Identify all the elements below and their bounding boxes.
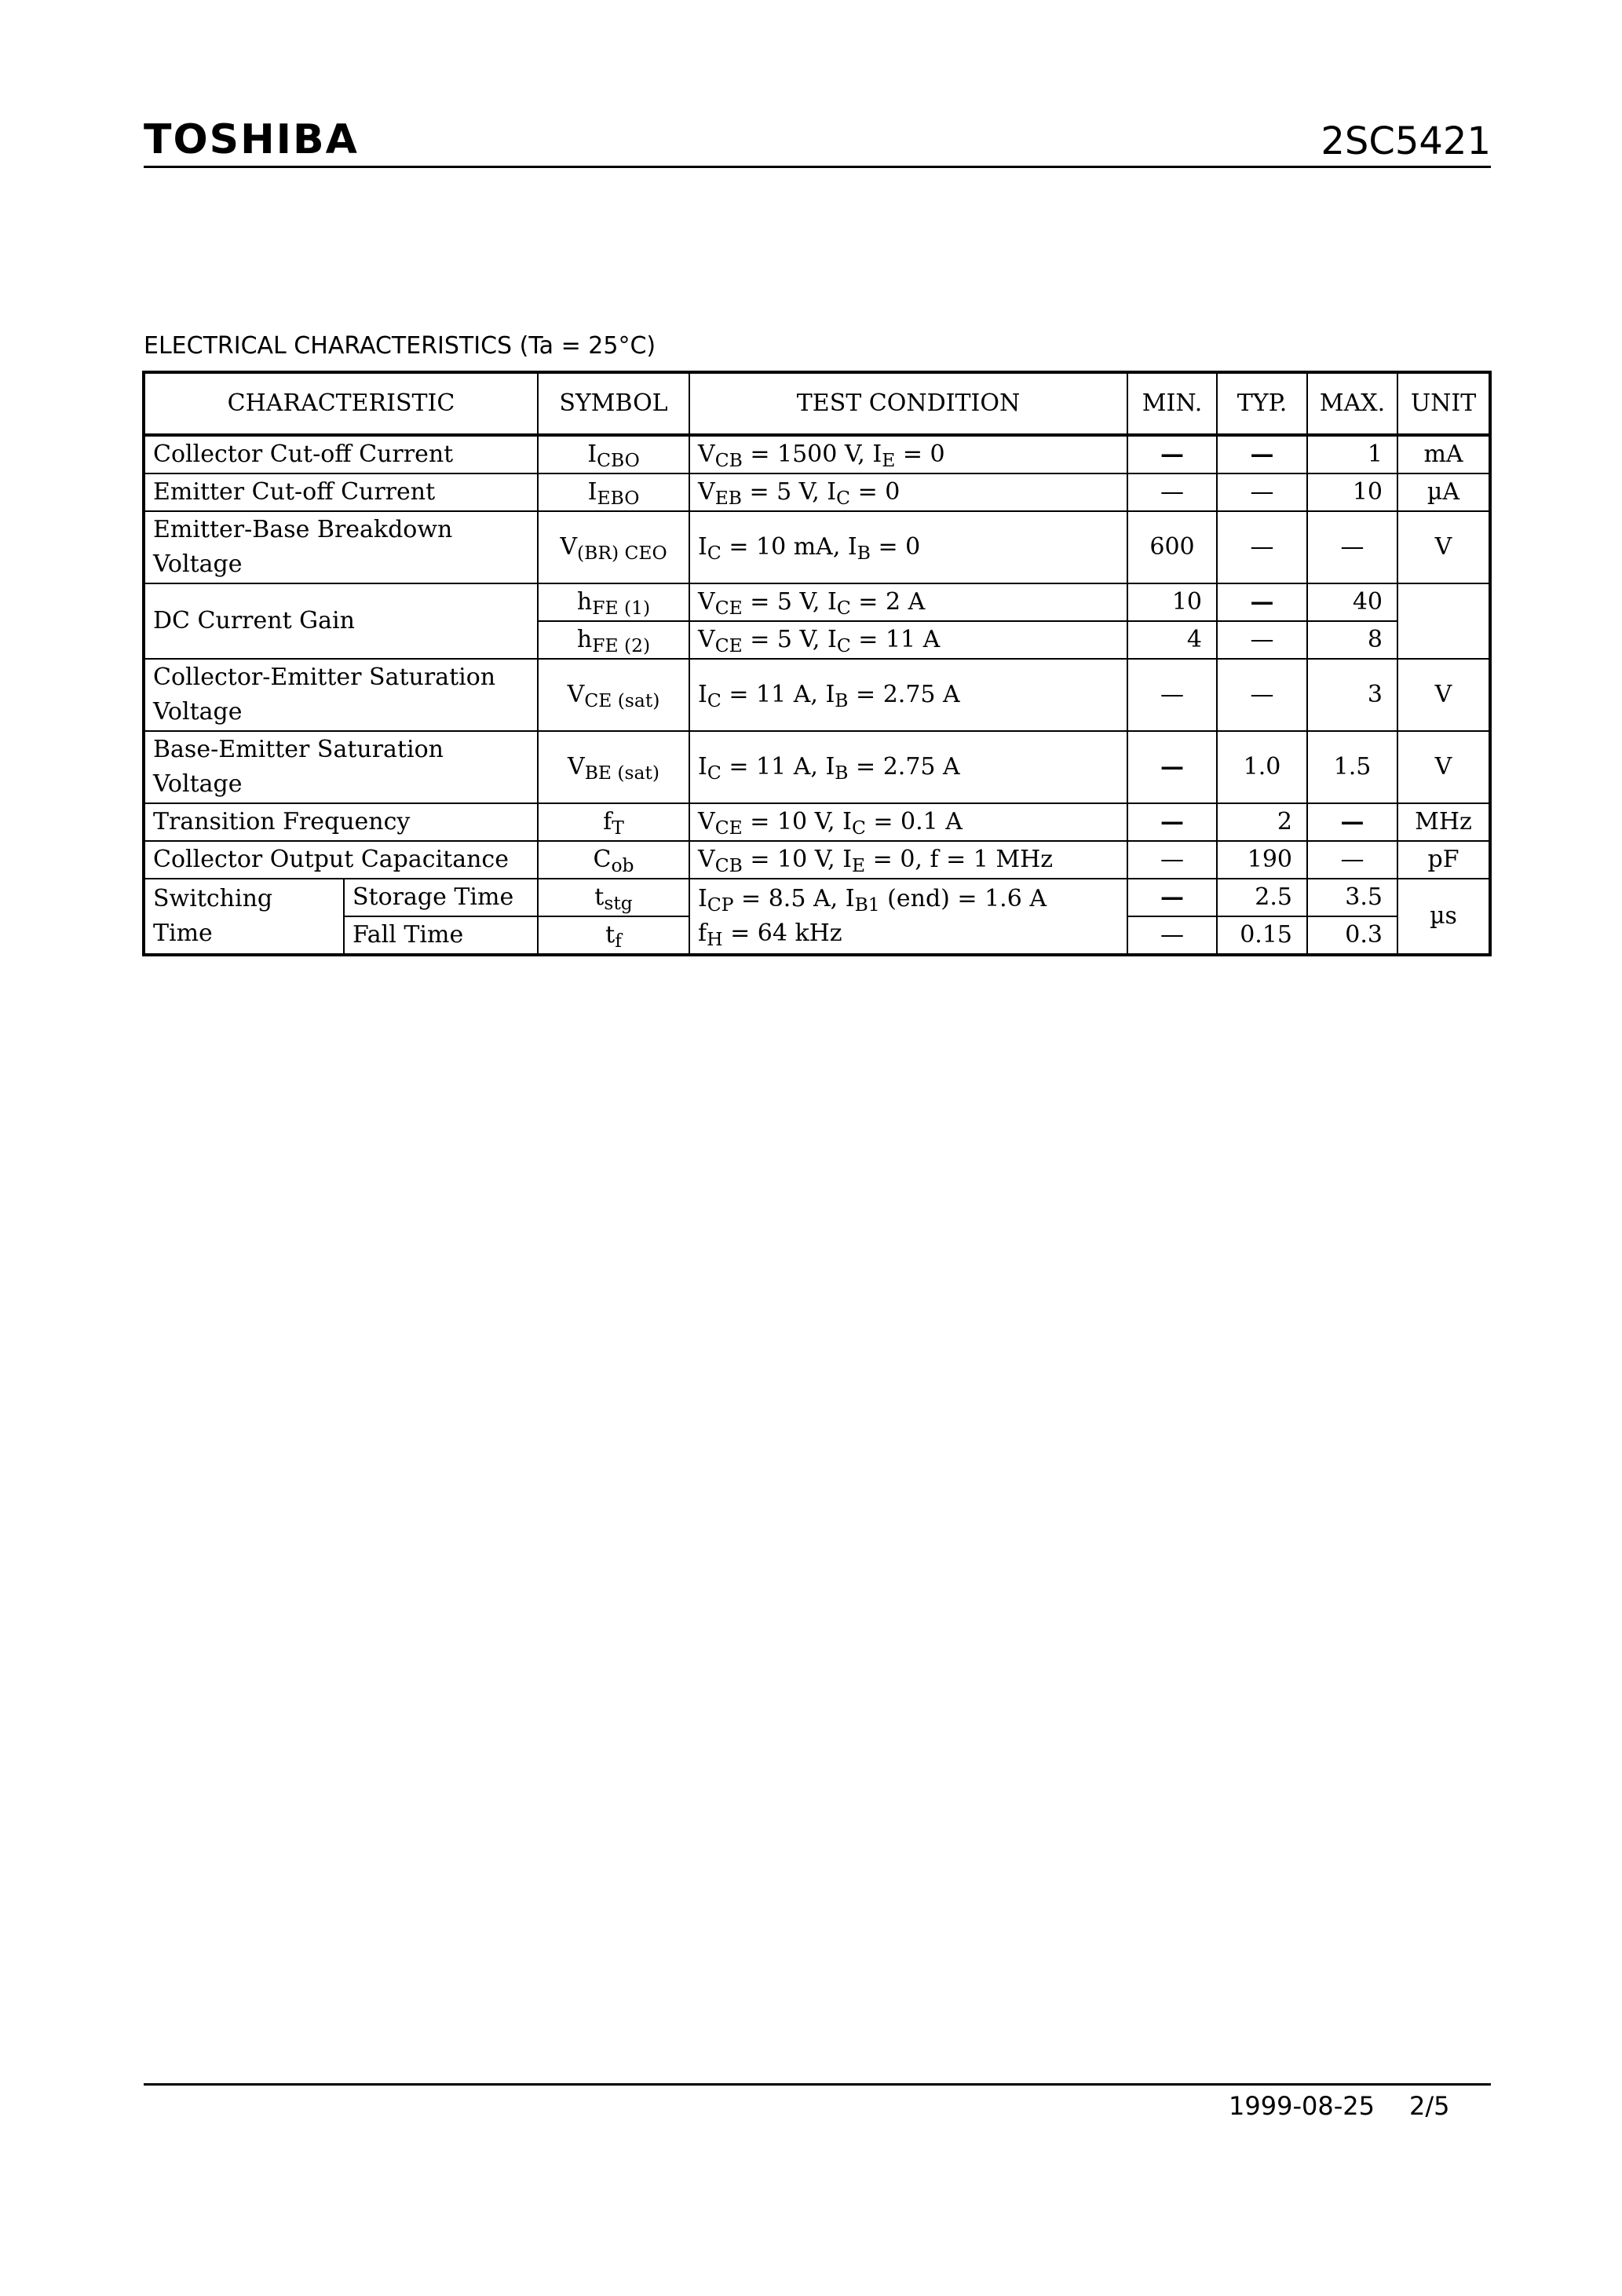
- header-rule: [144, 166, 1491, 168]
- min-cell: —: [1127, 473, 1217, 511]
- typ-cell: —: [1217, 659, 1307, 731]
- document-date: 1999-08-25: [1229, 2091, 1375, 2121]
- table-row: [144, 435, 1490, 473]
- condition-cell: $V_{CE} = 10$ V, $I_C = 0.1$ A: [689, 803, 1127, 841]
- characteristic-cell: DC Current Gain: [144, 583, 538, 659]
- max-cell: 3: [1307, 659, 1397, 731]
- symbol-cell: $h_{FE (1)}$: [538, 583, 689, 621]
- condition-cell: $I_C = 11$ A, $I_B = 2.75$ A: [689, 731, 1127, 803]
- typ-cell: —: [1217, 583, 1307, 621]
- max-cell: 8: [1307, 621, 1397, 659]
- unit-cell: µs: [1397, 879, 1490, 955]
- col-header-typ: TYP.: [1217, 372, 1307, 435]
- col-header-characteristic: CHARACTERISTIC: [144, 372, 538, 435]
- unit-cell: V: [1397, 659, 1490, 731]
- table-row: [144, 583, 1490, 621]
- table-row: [144, 473, 1490, 511]
- symbol-cell: $I_{CBO}$: [538, 435, 689, 473]
- max-cell: 0.3: [1307, 916, 1397, 955]
- max-cell: 10: [1307, 473, 1397, 511]
- max-cell: 1: [1307, 435, 1397, 473]
- condition-cell: $I_C = 11$ A, $I_B = 2.75$ A: [689, 659, 1127, 731]
- symbol-cell: $h_{FE (2)}$: [538, 621, 689, 659]
- min-cell: 600: [1127, 511, 1217, 583]
- col-header-min: MIN.: [1127, 372, 1217, 435]
- footer-rule: [144, 2083, 1491, 2086]
- page-number: 2/5: [1409, 2091, 1450, 2121]
- max-cell: —: [1307, 841, 1397, 879]
- min-cell: —: [1127, 659, 1217, 731]
- condition-cell: $I_C = 10$ mA, $I_B = 0$: [689, 511, 1127, 583]
- max-cell: —: [1307, 803, 1397, 841]
- unit-cell: V: [1397, 731, 1490, 803]
- characteristic-cell: Collector Output Capacitance: [144, 841, 538, 879]
- characteristic-cell: Emitter-Base Breakdown Voltage: [144, 511, 538, 583]
- min-cell: —: [1127, 435, 1217, 473]
- symbol-cell: $t_{stg}$: [538, 879, 689, 916]
- max-cell: 1.5: [1307, 731, 1397, 803]
- condition-cell: $V_{EB} = 5$ V, $I_C = 0$: [689, 473, 1127, 511]
- section-title: ELECTRICAL CHARACTERISTICS (Ta = 25°C): [144, 332, 656, 360]
- min-cell: —: [1127, 841, 1217, 879]
- switching-time-label: Switching Time: [144, 879, 344, 955]
- typ-cell: —: [1217, 621, 1307, 659]
- min-cell: —: [1127, 916, 1217, 955]
- fall-time-label: Fall Time: [344, 916, 538, 955]
- electrical-characteristics-table: [142, 371, 1492, 956]
- max-cell: 3.5: [1307, 879, 1397, 916]
- symbol-cell: $t_f$: [538, 916, 689, 955]
- unit-cell: pF: [1397, 841, 1490, 879]
- typ-cell: 2: [1217, 803, 1307, 841]
- table-row: [144, 879, 1490, 916]
- typ-cell: —: [1217, 473, 1307, 511]
- table-row: [144, 803, 1490, 841]
- unit-cell: mA: [1397, 435, 1490, 473]
- min-cell: —: [1127, 731, 1217, 803]
- typ-cell: 2.5: [1217, 879, 1307, 916]
- characteristic-cell: Collector Cut-off Current: [144, 435, 538, 473]
- min-cell: 10: [1127, 583, 1217, 621]
- characteristic-cell: Base-Emitter Saturation Voltage: [144, 731, 538, 803]
- table-row: [144, 731, 1490, 803]
- condition-cell: $V_{CB} = 10$ V, $I_E = 0$, f = 1 MHz: [689, 841, 1127, 879]
- col-header-unit: UNIT: [1397, 372, 1490, 435]
- table-row: [144, 511, 1490, 583]
- col-header-max: MAX.: [1307, 372, 1397, 435]
- toshiba-logo: TOSHIBA: [144, 116, 359, 163]
- max-cell: 40: [1307, 583, 1397, 621]
- col-header-symbol: SYMBOL: [538, 372, 689, 435]
- symbol-cell: $V_{(BR) CEO}$: [538, 511, 689, 583]
- symbol-cell: $f_T$: [538, 803, 689, 841]
- table-row: [144, 841, 1490, 879]
- symbol-cell: $I_{EBO}$: [538, 473, 689, 511]
- symbol-cell: $V_{CE (sat)}$: [538, 659, 689, 731]
- typ-cell: 0.15: [1217, 916, 1307, 955]
- col-header-test-condition: TEST CONDITION: [689, 372, 1127, 435]
- typ-cell: 190: [1217, 841, 1307, 879]
- part-number: 2SC5421: [1321, 119, 1491, 163]
- max-cell: —: [1307, 511, 1397, 583]
- unit-cell: µA: [1397, 473, 1490, 511]
- unit-cell: [1397, 583, 1490, 659]
- min-cell: —: [1127, 803, 1217, 841]
- condition-cell: $V_{CE} = 5$ V, $I_C = 11$ A: [689, 621, 1127, 659]
- table-header-row: [144, 372, 1490, 435]
- symbol-cell: $V_{BE (sat)}$: [538, 731, 689, 803]
- condition-cell: $V_{CE} = 5$ V, $I_C = 2$ A: [689, 583, 1127, 621]
- symbol-cell: $C_{ob}$: [538, 841, 689, 879]
- unit-cell: V: [1397, 511, 1490, 583]
- unit-cell: MHz: [1397, 803, 1490, 841]
- typ-cell: —: [1217, 435, 1307, 473]
- characteristic-cell: Transition Frequency: [144, 803, 538, 841]
- storage-time-label: Storage Time: [344, 879, 538, 916]
- condition-cell: $V_{CB} = 1500$ V, $I_E = 0$: [689, 435, 1127, 473]
- min-cell: 4: [1127, 621, 1217, 659]
- min-cell: —: [1127, 879, 1217, 916]
- characteristic-cell: Collector-Emitter Saturation Voltage: [144, 659, 538, 731]
- characteristic-cell: Emitter Cut-off Current: [144, 473, 538, 511]
- condition-cell: $I_{CP} = 8.5$ A, $I_{B1}$ (end) = 1.6 A $f_H = 64$ kHz: [689, 879, 1127, 955]
- typ-cell: 1.0: [1217, 731, 1307, 803]
- typ-cell: —: [1217, 511, 1307, 583]
- table-row: [144, 659, 1490, 731]
